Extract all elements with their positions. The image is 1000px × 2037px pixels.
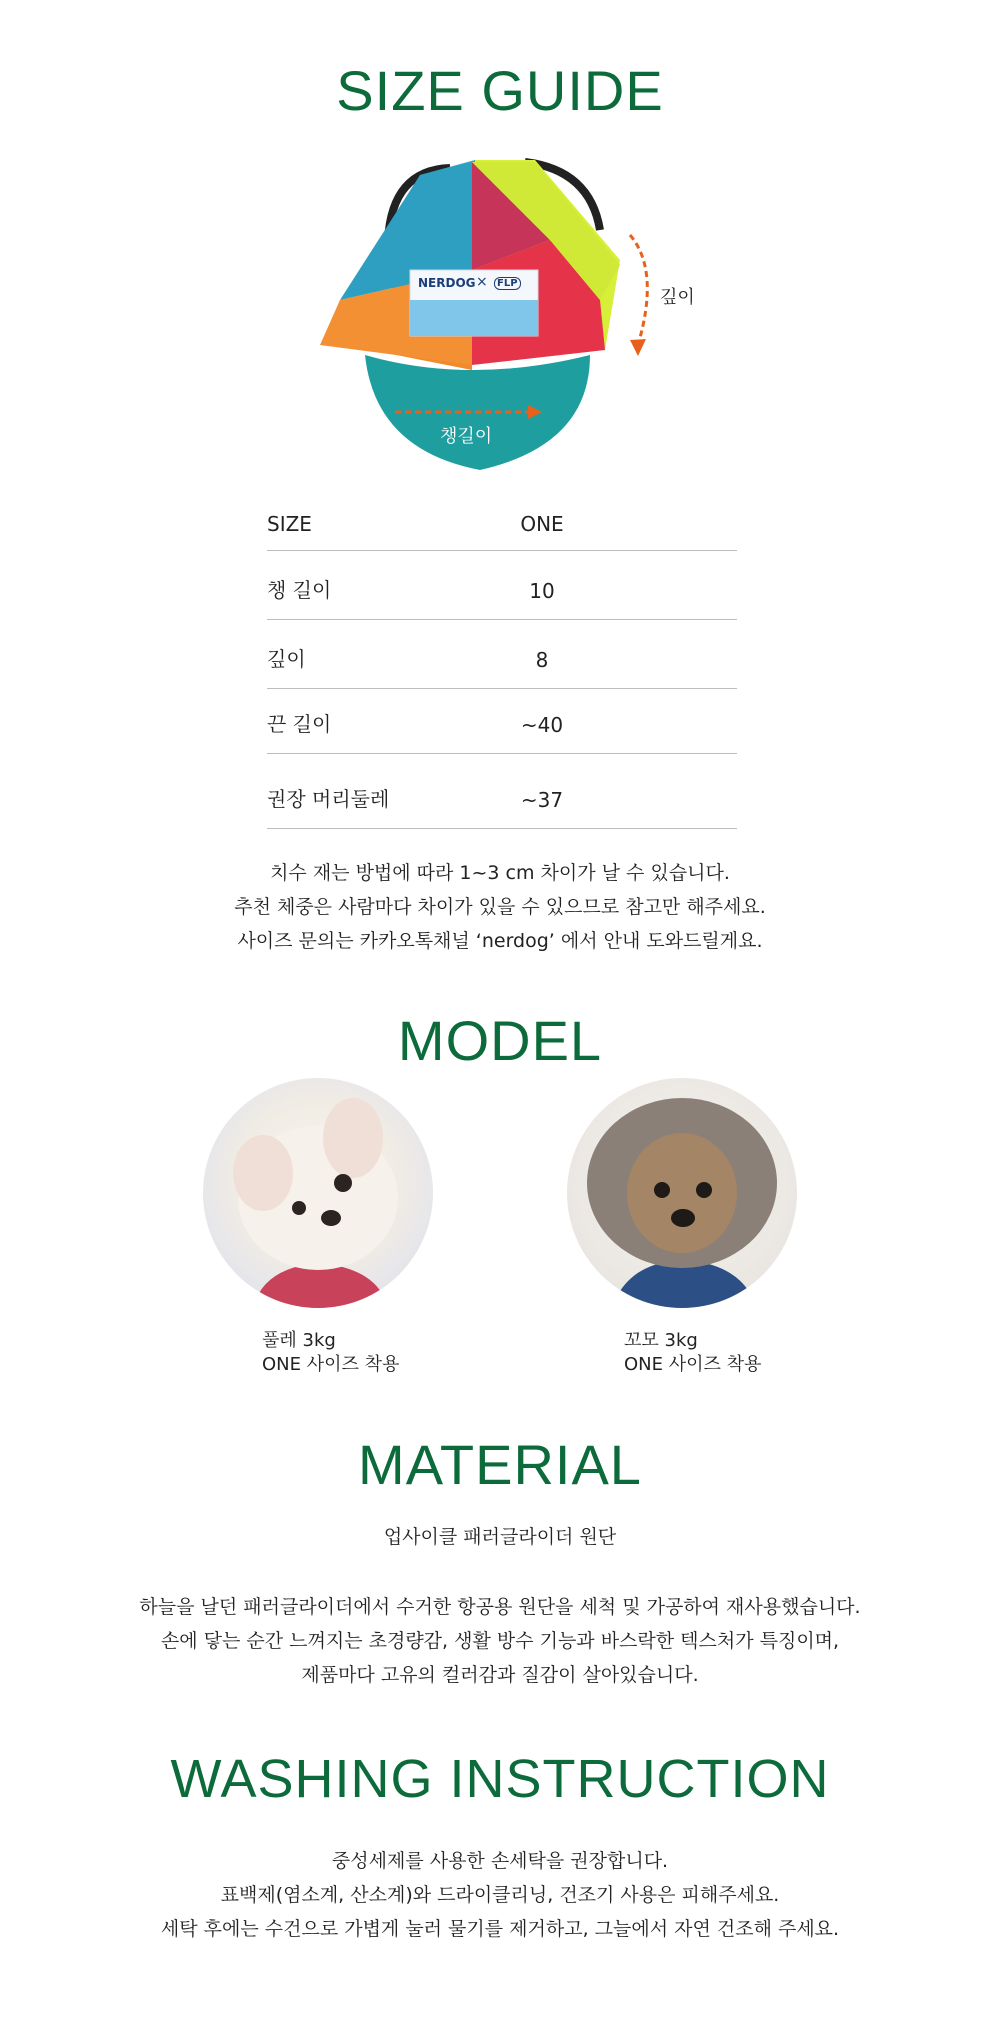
size-note: 치수 재는 방법에 따라 1~3 cm 차이가 날 수 있습니다. (270, 862, 730, 884)
size-guide-title: SIZE GUIDE (336, 59, 664, 122)
washing-line: 세탁 후에는 수건으로 가볍게 눌러 물기를 제거하고, 그늘에서 자연 건조해 주세요. (160, 1918, 840, 1940)
size-table-header (267, 500, 737, 551)
model-photo-1 (203, 1078, 433, 1308)
material-subtitle: 업사이클 패러글라이더 원단 (383, 1526, 617, 1548)
size-row-value: ~40 (520, 713, 564, 737)
washing-line: 표백제(염소계, 산소계)와 드라이클리닝, 건조기 사용은 피해주세요. (220, 1884, 780, 1906)
size-table-row (267, 551, 737, 620)
washing-title: WASHING INSTRUCTION (170, 1749, 830, 1809)
depth-label: 깊이 (660, 287, 695, 308)
size-row-label: 깊이 (267, 647, 306, 671)
size-row-label: 끈 길이 (267, 712, 332, 736)
hat-tag-brand: NERDOG (418, 276, 476, 290)
brim-label: 챙길이 (440, 426, 493, 447)
model-1-size: ONE 사이즈 착용 (262, 1354, 400, 1375)
size-header-label: SIZE (267, 512, 312, 536)
material-line: 하늘을 날던 패러글라이더에서 수거한 항공용 원단을 세척 및 가공하여 재사용했습니다. (139, 1596, 861, 1618)
size-row-value: ~37 (520, 788, 564, 812)
material-title: MATERIAL (358, 1433, 642, 1496)
model-1-weight: 풀레 3kg (262, 1330, 336, 1351)
model-2-size: ONE 사이즈 착용 (624, 1354, 762, 1375)
size-row-value: 8 (535, 648, 549, 672)
size-table (267, 500, 737, 829)
size-row-label: 권장 머리둘레 (267, 787, 390, 811)
model-2-weight: 꼬모 3kg (624, 1330, 698, 1351)
size-row-value: 10 (529, 579, 555, 603)
model-caption-1 (262, 1329, 399, 1377)
size-table-row (267, 754, 737, 829)
model-caption-2 (624, 1329, 761, 1377)
hat-tag-partner: FLP (494, 277, 521, 290)
hat-illustration (300, 150, 700, 485)
washing-line: 중성세제를 사용한 손세탁을 권장합니다. (331, 1850, 669, 1872)
size-header-value: ONE (520, 512, 564, 536)
size-table-row (267, 620, 737, 689)
size-note: 사이즈 문의는 카카오톡채널 ‘nerdog’ 에서 안내 도와드릴게요. (237, 930, 763, 952)
hat-tag-collab-symbol: × (476, 274, 488, 290)
size-table-row (267, 689, 737, 754)
material-line: 제품마다 고유의 컬러감과 질감이 살아있습니다. (301, 1664, 699, 1686)
size-row-label: 챙 길이 (267, 578, 332, 602)
model-photo-2 (567, 1078, 797, 1308)
material-line: 손에 닿는 순간 느껴지는 초경량감, 생활 방수 기능과 바스락한 텍스처가 특징이며, (160, 1630, 840, 1652)
model-title: MODEL (397, 1009, 603, 1072)
size-note: 추천 체중은 사람마다 차이가 있을 수 있으므로 참고만 해주세요. (234, 896, 766, 918)
